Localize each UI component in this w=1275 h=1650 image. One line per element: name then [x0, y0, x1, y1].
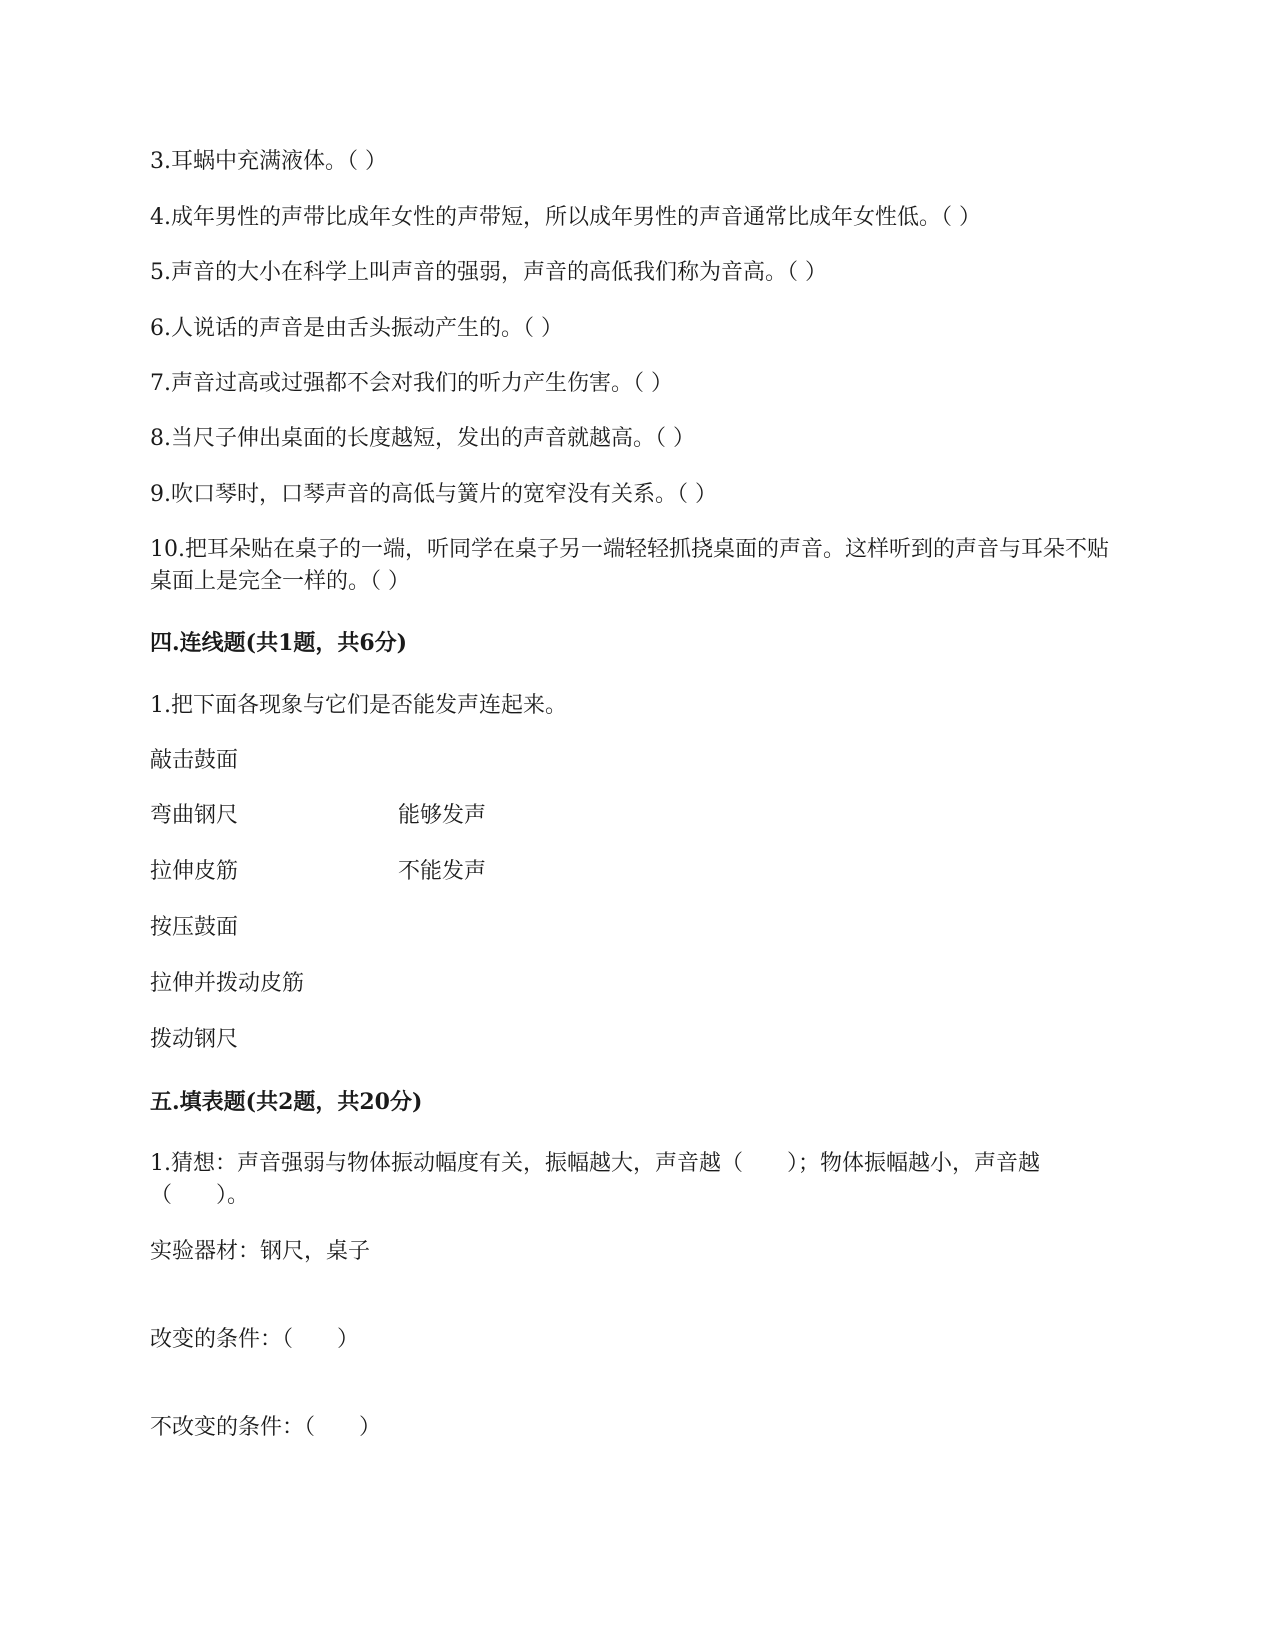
question-item-6: 6.人说话的声音是由舌头振动产生的。（ ）	[150, 316, 563, 341]
matching-right-item: 不能发声	[398, 859, 487, 884]
matching-left-item: 拨动钢尺	[150, 1027, 239, 1052]
matching-question: 1.把下面各现象与它们是否能发声连起来。	[150, 693, 567, 718]
matching-left-item: 弯曲钢尺	[150, 803, 239, 828]
question-item-9: 9.吹口琴时，口琴声音的高低与簧片的宽窄没有关系。（ ）	[150, 482, 717, 507]
matching-left-item: 按压鼓面	[150, 915, 239, 940]
unchanged-condition: 不改变的条件：（ ）	[150, 1415, 382, 1440]
question-item-7: 7.声音过高或过强都不会对我们的听力产生伤害。（ ）	[150, 371, 673, 396]
matching-left-item: 敲击鼓面	[150, 748, 239, 773]
fill-question: 1.猜想：声音强弱与物体振动幅度有关，振幅越大，声音越（ ）；物体振幅越小，声音越（ ）。	[150, 1151, 1040, 1208]
question-item-5: 5.声音的大小在科学上叫声音的强弱，声音的高低我们称为音高。（ ）	[150, 260, 827, 285]
changed-condition: 改变的条件：（ ）	[150, 1327, 360, 1352]
question-item-8: 8.当尺子伸出桌面的长度越短，发出的声音就越高。（ ）	[150, 426, 695, 451]
experiment-materials: 实验器材：钢尺，桌子	[150, 1239, 371, 1264]
section-heading-matching: 四.连线题(共1题，共6分)	[150, 630, 408, 656]
matching-right-item: 能够发声	[398, 803, 487, 828]
section-heading-fill-table: 五.填表题(共2题，共20分)	[150, 1089, 423, 1115]
matching-left-item: 拉伸皮筋	[150, 859, 239, 884]
question-item-10: 10.把耳朵贴在桌子的一端，听同学在桌子另一端轻轻抓挠桌面的声音。这样听到的声音与耳朵不贴桌面上是完全一样的。（ ）	[150, 537, 1109, 594]
question-item-4: 4.成年男性的声带比成年女性的声带短，所以成年男性的声音通常比成年女性低。（ ）	[150, 205, 981, 230]
matching-left-item: 拉伸并拨动皮筋	[150, 971, 305, 996]
question-item-3: 3.耳蜗中充满液体。（ ）	[150, 149, 387, 174]
